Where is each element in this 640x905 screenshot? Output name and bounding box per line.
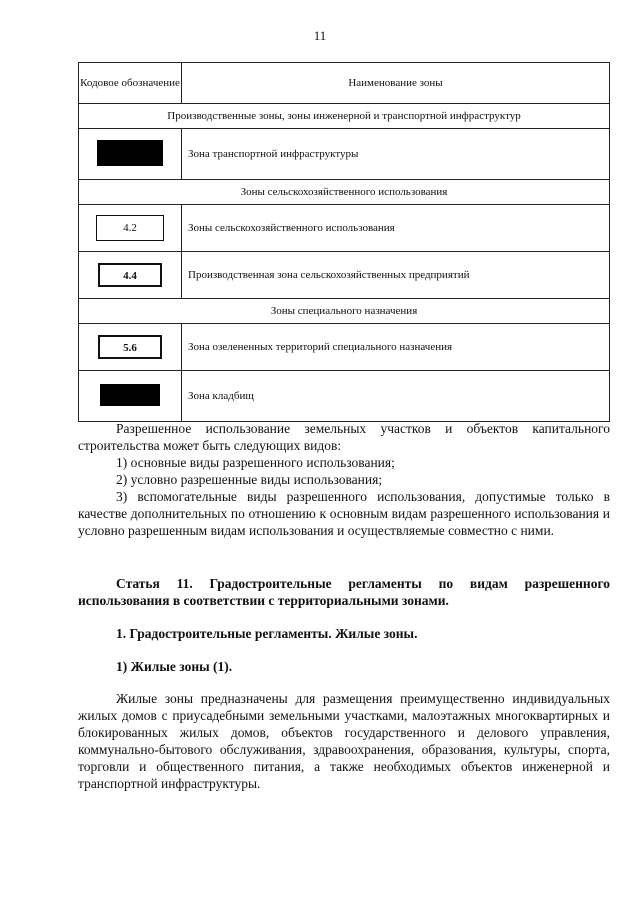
- paragraph: Разрешенное использование земельных участков и объектов капитального строительства может быть следующих видов:: [78, 421, 610, 453]
- table-row: [79, 252, 610, 299]
- zone-name: Зона озелененных территорий специального назначения: [182, 324, 610, 371]
- sub-heading: 1. Градостроительные регламенты. Жилые зоны.: [116, 626, 418, 641]
- table-row: [79, 129, 610, 180]
- article-heading: Статья 11. Градостроительные регламенты по видам разрешенного использования в соответствии с территориальными зонами.: [78, 576, 610, 608]
- list-item: 1) основные виды разрешенного использования;: [116, 455, 395, 470]
- section-row: [79, 180, 610, 205]
- residential-zones-block: [78, 690, 610, 792]
- table-row: [79, 205, 610, 252]
- zone-name: Производственная зона сельскохозяйственных предприятий: [182, 252, 610, 299]
- cemetery-zone-swatch: [100, 384, 160, 406]
- section-agricultural: Зоны сельскохозяйственного использования: [79, 180, 610, 205]
- section-industrial: Производственные зоны, зоны инженерной и транспортной инфраструктур: [79, 104, 610, 129]
- list-item: 2) условно разрешенные виды использования;: [116, 472, 383, 487]
- zone-code-box: 5.6: [98, 335, 162, 359]
- paragraph: Жилые зоны предназначены для размещения преимущественно индивидуальных жилых домов с приусадебными земельными участками, малоэтажных многоквартирных и блокированных жилых домов, объектов государственного и делового управления, коммунально-бытового обслуживания, здравоохранения, образования, культуры, спорта, торговли и общественного питания, а также необходимых объектов инженерной и транспортной инфраструктуры.: [78, 691, 610, 791]
- zone-code-box: 4.2: [96, 215, 164, 241]
- sub-heading: 1) Жилые зоны (1).: [116, 659, 233, 674]
- header-name: Наименование зоны: [182, 63, 610, 104]
- section-row: [79, 299, 610, 324]
- table-header-row: [79, 63, 610, 104]
- header-code: Кодовое обозначение: [79, 63, 182, 104]
- transport-zone-swatch: [97, 140, 163, 166]
- list-item: 3) вспомогательные виды разрешенного использования, допустимые только в качестве дополнительных по отношению к основным видам разрешенного использования и условно разрешенным видам использования и осуществляемые совместно с ними.: [78, 489, 610, 538]
- zone-code-box: 4.4: [98, 263, 162, 287]
- zone-name: Зона кладбищ: [182, 371, 610, 422]
- table-row: [79, 371, 610, 422]
- section-special: Зоны специального назначения: [79, 299, 610, 324]
- zone-name: Зона транспортной инфраструктуры: [182, 129, 610, 180]
- zone-name: Зоны сельскохозяйственного использования: [182, 205, 610, 252]
- zones-table: [78, 62, 610, 422]
- section-row: [79, 104, 610, 129]
- permitted-use-block: [78, 420, 610, 539]
- table-row: [79, 324, 610, 371]
- page-number: 11: [313, 28, 327, 43]
